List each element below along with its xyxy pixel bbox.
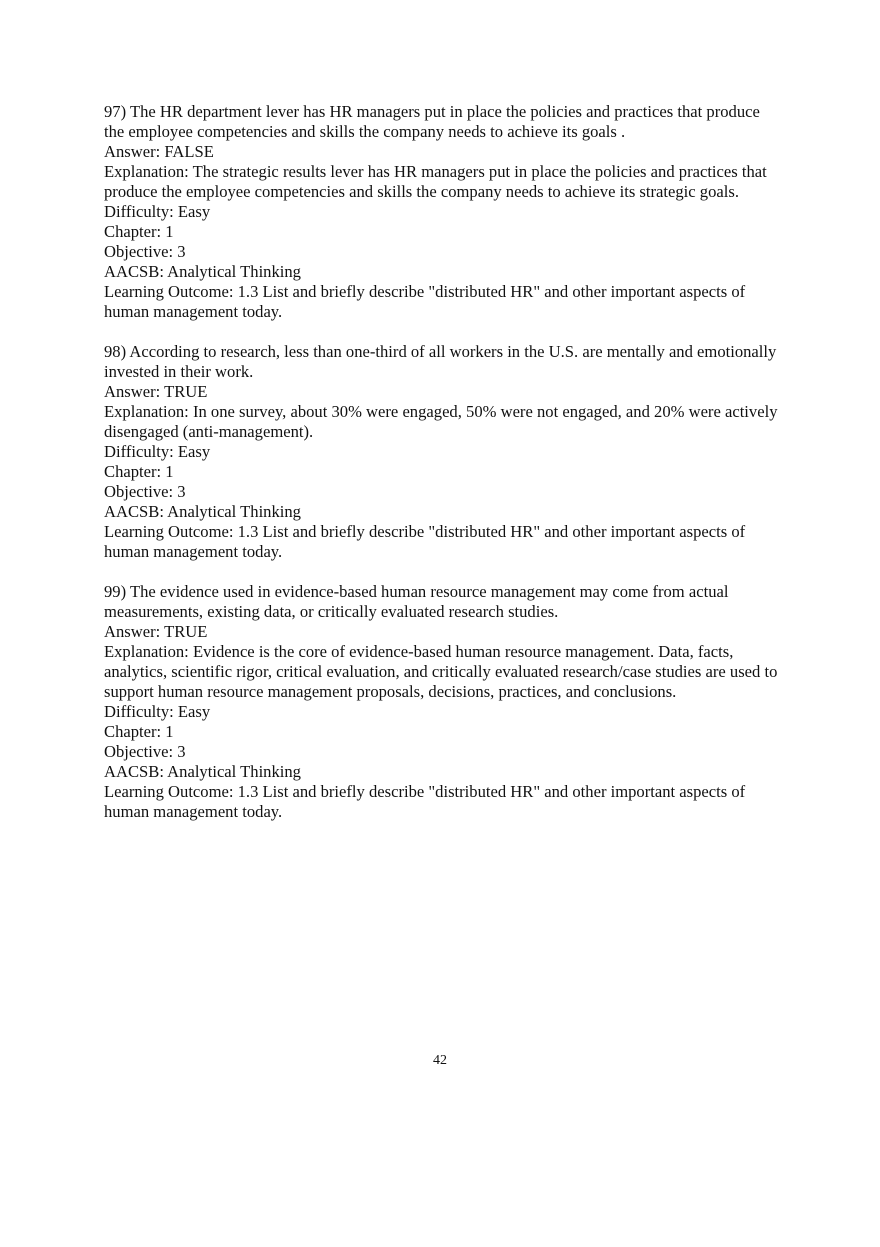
- question-text: 98) According to research, less than one-third of all workers in the U.S. are mentally and emotionally invested in their work.: [104, 342, 777, 381]
- learning-outcome-text: Learning Outcome: 1.3 List and briefly describe "distributed HR" and other important aspects of human management today.: [104, 522, 746, 561]
- question-text: 97) The HR department lever has HR managers put in place the policies and practices that produce the employee competencies and skills the company needs to achieve its goals .: [104, 102, 760, 141]
- question-block-98: [104, 342, 784, 562]
- learning-outcome-text: Learning Outcome: 1.3 List and briefly describe "distributed HR" and other important aspects of human management today.: [104, 282, 746, 321]
- question-block-99: [104, 582, 784, 822]
- page-number: 42: [433, 1053, 447, 1068]
- difficulty-line: Difficulty: Easy: [104, 702, 211, 721]
- aacsb-line: AACSB: Analytical Thinking: [104, 762, 301, 781]
- chapter-line: Chapter: 1: [104, 462, 174, 481]
- objective-line: Objective: 3: [104, 482, 186, 501]
- aacsb-line: AACSB: Analytical Thinking: [104, 262, 301, 281]
- objective-line: Objective: 3: [104, 242, 186, 261]
- question-block-97: [104, 102, 784, 322]
- question-list: [104, 102, 784, 842]
- answer-line: Answer: TRUE: [104, 382, 208, 401]
- chapter-line: Chapter: 1: [104, 222, 174, 241]
- explanation-text: Explanation: The strategic results lever has HR managers put in place the policies and practices that produce the employee competencies and skills the company needs to achieve its strategic goals.: [104, 162, 767, 201]
- explanation-text: Explanation: Evidence is the core of evidence-based human resource management. Data, facts, analytics, scientific rigor, critical evaluation, and critically evaluated research/case studies are used to support human resource management proposals, decisions, practices, and conclusions.: [104, 642, 778, 701]
- difficulty-line: Difficulty: Easy: [104, 202, 211, 221]
- difficulty-line: Difficulty: Easy: [104, 442, 211, 461]
- objective-line: Objective: 3: [104, 742, 186, 761]
- chapter-line: Chapter: 1: [104, 722, 174, 741]
- explanation-text: Explanation: In one survey, about 30% were engaged, 50% were not engaged, and 20% were actively disengaged (anti-management).: [104, 402, 778, 441]
- answer-line: Answer: FALSE: [104, 142, 214, 161]
- question-text: 99) The evidence used in evidence-based human resource management may come from actual measurements, existing data, or critically evaluated research studies.: [104, 582, 729, 621]
- answer-line: Answer: TRUE: [104, 622, 208, 641]
- aacsb-line: AACSB: Analytical Thinking: [104, 502, 301, 521]
- learning-outcome-text: Learning Outcome: 1.3 List and briefly describe "distributed HR" and other important aspects of human management today.: [104, 782, 746, 821]
